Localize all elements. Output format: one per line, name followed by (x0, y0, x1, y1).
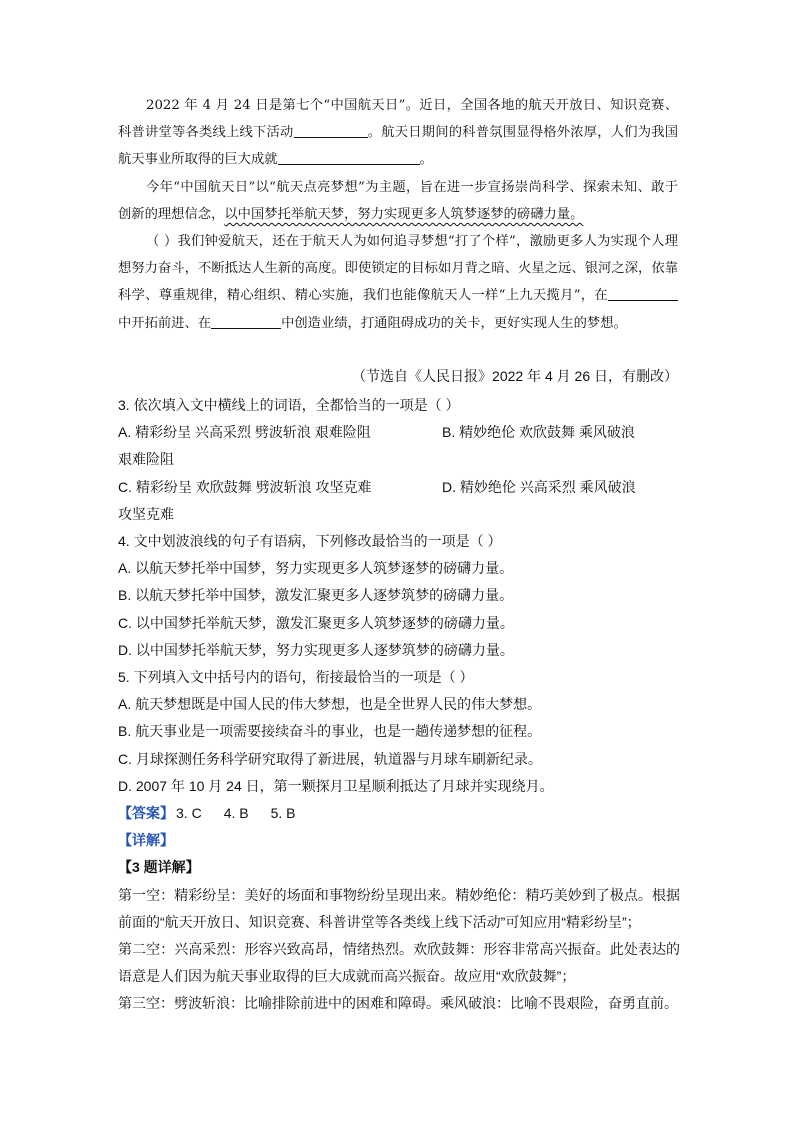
explanation-line-1: 第一空：精彩纷呈：美好的场面和事物纷纷呈现出来。精妙绝伦：精巧美妙到了极点。根据前面的“航天开放日、知识竞赛、科普讲堂等各类线上线下活动”可知应用“精彩纷呈”； (118, 886, 680, 930)
passage-paragraph-1: 2022 年 4 月 24 日是第七个“中国航天日”。近日，全国各地的航天开放日、知识竞赛、科普讲堂等各类线上线下活动 。航天日期间的科普氛围显得格外浓厚，人们为我国航天事业所取得的巨大成就 。 (118, 98, 678, 168)
explanation-line-2: 第二空：兴高采烈：形容兴致高昂，情绪热烈。欢欣鼓舞：形容非常高兴振奋。此处表达的语意是人们因为航天事业取得的巨大成就而高兴振奋。故应用“欢欣鼓舞”； (118, 941, 680, 985)
q3-detail-label: 【3 题详解】 (118, 859, 200, 876)
question-3-options-row-1 (118, 419, 680, 446)
wavy-underlined-sentence: 以中国梦托举航天梦，努力实现更多人筑梦逐梦的磅礴力量。 (224, 206, 584, 222)
q5-option-a: A. 航天梦想既是中国人民的伟大梦想，也是全世界人民的伟大梦想。 (118, 696, 542, 713)
q5-option-c: C. 月球探测任务科学研究取得了新进展，轨道器与月球车刷新纪录。 (118, 750, 542, 767)
answer-3: 3. C (176, 805, 202, 822)
q4-option-c: C. 以中国梦托举航天梦，激发汇聚更多人筑梦逐梦的磅礴力量。 (118, 614, 514, 631)
q4-option-b: B. 以航天梦托举中国梦，激发汇聚更多人逐梦筑梦的磅礴力量。 (118, 587, 514, 604)
passage-paragraph-2: 今年“中国航天日”以“航天点亮梦想”为主题，旨在进一步宣扬崇尚科学、探索未知、敢于创新的理想信念，以中国梦托举航天梦，努力实现更多人筑梦逐梦的磅礴力量。 (118, 179, 678, 222)
q3-option-b-continued: 艰难险阻 (118, 451, 174, 468)
questions-section (118, 392, 680, 1018)
q3-option-a: A. 精彩纷呈 兴高采烈 劈波斩浪 艰难险阻 (118, 424, 371, 441)
q4-option-a: A. 以航天梦托举中国梦，努力实现更多人筑梦逐梦的磅礴力量。 (118, 560, 514, 577)
answer-line (118, 800, 680, 827)
blank-4 (211, 313, 281, 329)
q3-option-b: B. 精妙绝伦 欢欣鼓舞 乘风破浪 (442, 424, 635, 441)
blank-1 (294, 122, 368, 138)
q3-option-c: C. 精彩纷呈 欢欣鼓舞 劈波斩浪 攻坚克难 (118, 478, 372, 495)
answer-5: 5. B (270, 805, 296, 822)
q4-option-d: D. 以中国梦托举航天梦，努力实现更多人逐梦筑梦的磅礴力量。 (118, 641, 514, 658)
explanation-line-3: 第三空：劈波斩浪：比喻排除前进中的困难和障碍。乘风破浪：比喻不畏艰险，奋勇直前。 (118, 995, 678, 1012)
question-5-stem: 5. 下列填入文中括号内的语句，衔接最恰当的一项是（ ） (118, 669, 474, 686)
blank-2 (278, 149, 420, 165)
answer-label: 【答案】 (118, 805, 174, 822)
question-4-stem: 4. 文中划波浪线的句子有语病，下列修改最恰当的一项是（ ） (118, 533, 502, 550)
q3-option-d-continued: 攻坚克难 (118, 505, 174, 522)
detail-label: 【详解】 (118, 832, 174, 849)
passage-paragraph-3: （ ）我们钟爱航天，还在于航天人为如何追寻梦想“打了个样”，激励更多人为实现个人理想努力奋斗，不断抵达人生新的高度。即使锁定的目标如月背之暗、火星之远、银河之深，依靠科学、尊重规律，精心组织、精心实施，我们也能像航天人一样“上九天揽月”，在中开拓前进、在 中创造业绩，打通阻碍成功的关卡，更好实现人生的梦想。 (118, 234, 678, 331)
question-3-options-row-2 (118, 474, 680, 501)
q5-option-b: B. 航天事业是一项需要接续奋斗的事业，也是一趟传递梦想的征程。 (118, 723, 542, 740)
q3-option-d: D. 精妙绝伦 兴高采烈 乘风破浪 (442, 478, 636, 495)
q5-option-d: D. 2007 年 10 月 24 日，第一颗探月卫星顺利抵达了月球并实现绕月。 (118, 777, 554, 794)
passage-source: （节选自《人民日报》2022 年 4 月 26 日，有删改） (352, 368, 678, 384)
answer-4: 4. B (223, 805, 249, 822)
question-3-stem: 3. 依次填入文中横线上的词语，全都恰当的一项是（ ） (118, 397, 460, 413)
blank-3 (608, 285, 678, 301)
reading-passage (118, 92, 678, 337)
